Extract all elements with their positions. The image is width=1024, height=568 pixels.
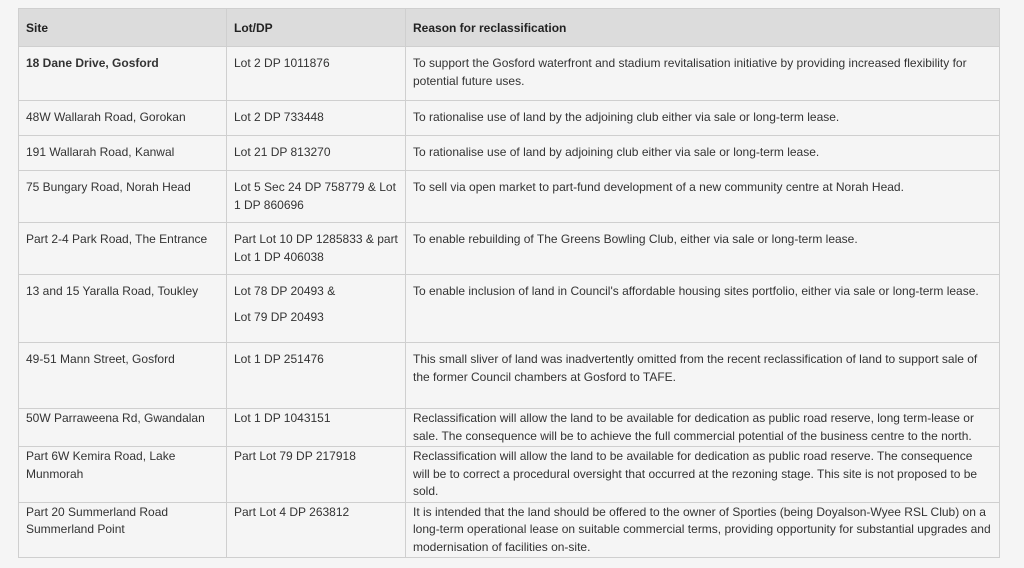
- lot-dp-cell: Lot 1 DP 251476: [227, 343, 406, 409]
- site-cell: 48W Wallarah Road, Gorokan: [19, 101, 227, 136]
- header-site: Site: [19, 9, 227, 47]
- reason-cell: Reclassification will allow the land to be available for dedication as public road reserve. The consequence will be to correct a procedural oversight that occurred at the rezoning stage. This site is not proposed to be sold.: [406, 447, 1000, 503]
- table-row: [19, 502, 1000, 558]
- reason-cell: To rationalise use of land by the adjoining club either via sale or long-term lease.: [406, 101, 1000, 136]
- reason-cell: To rationalise use of land by adjoining club either via sale or long-term lease.: [406, 136, 1000, 171]
- table-row: [19, 409, 1000, 447]
- lot-dp-cell: Part Lot 10 DP 1285833 & part Lot 1 DP 406038: [227, 223, 406, 275]
- table-row: [19, 136, 1000, 171]
- reason-cell: To support the Gosford waterfront and stadium revitalisation initiative by providing increased flexibility for potential future uses.: [406, 47, 1000, 101]
- line-spacer: [234, 301, 398, 309]
- lot-dp-cell: Lot 2 DP 1011876: [227, 47, 406, 101]
- table-row: [19, 101, 1000, 136]
- table-row: [19, 275, 1000, 343]
- site-cell: 75 Bungary Road, Norah Head: [19, 171, 227, 223]
- header-lot-dp: Lot/DP: [227, 9, 406, 47]
- reclassification-table: [18, 8, 1000, 558]
- reason-cell: To enable rebuilding of The Greens Bowling Club, either via sale or long-term lease.: [406, 223, 1000, 275]
- reason-cell: Reclassification will allow the land to be available for dedication as public road reserve, long term-lease or sale. The consequence will be to achieve the full commercial potential of the business centre to the north.: [406, 409, 1000, 447]
- lot-dp-cell: Lot 2 DP 733448: [227, 101, 406, 136]
- site-cell: 49-51 Mann Street, Gosford: [19, 343, 227, 409]
- site-cell: 50W Parraweena Rd, Gwandalan: [19, 409, 227, 447]
- reason-cell: This small sliver of land was inadvertently omitted from the recent reclassification of land to support sale of the former Council chambers at Gosford to TAFE.: [406, 343, 1000, 409]
- lot-dp-cell: Lot 21 DP 813270: [227, 136, 406, 171]
- table-row: [19, 343, 1000, 409]
- lot-dp-cell: Part Lot 4 DP 263812: [227, 502, 406, 558]
- site-cell: 18 Dane Drive, Gosford: [19, 47, 227, 101]
- table-row: [19, 47, 1000, 101]
- lot-dp-cell: Lot 1 DP 1043151: [227, 409, 406, 447]
- table-row: [19, 223, 1000, 275]
- lot-dp-cell: Part Lot 79 DP 217918: [227, 447, 406, 503]
- table-header-row: [19, 9, 1000, 47]
- lot-dp-cell: Lot 5 Sec 24 DP 758779 & Lot 1 DP 860696: [227, 171, 406, 223]
- lot-dp-line: Lot 79 DP 20493: [234, 309, 324, 324]
- table-row: [19, 447, 1000, 503]
- table-row: [19, 171, 1000, 223]
- site-cell: Part 6W Kemira Road, Lake Munmorah: [19, 447, 227, 503]
- reason-cell: To enable inclusion of land in Council's affordable housing sites portfolio, either via sale or long-term lease.: [406, 275, 1000, 343]
- header-reason: Reason for reclassification: [406, 9, 1000, 47]
- reason-cell: It is intended that the land should be offered to the owner of Sporties (being Doyalson-Wyee RSL Club) on a long-term operational lease on suitable commercial terms, providing opportunity for substantial upgrades and modernisation of facilities on-site.: [406, 502, 1000, 558]
- reason-cell: To sell via open market to part-fund development of a new community centre at Norah Head.: [406, 171, 1000, 223]
- reclassification-table-container: [18, 8, 999, 558]
- site-cell: 13 and 15 Yaralla Road, Toukley: [19, 275, 227, 343]
- site-cell: Part 20 Summerland Road Summerland Point: [19, 502, 227, 558]
- site-cell: Part 2-4 Park Road, The Entrance: [19, 223, 227, 275]
- site-cell: 191 Wallarah Road, Kanwal: [19, 136, 227, 171]
- lot-dp-line: Lot 78 DP 20493 &: [234, 284, 336, 298]
- lot-dp-cell: [227, 275, 406, 343]
